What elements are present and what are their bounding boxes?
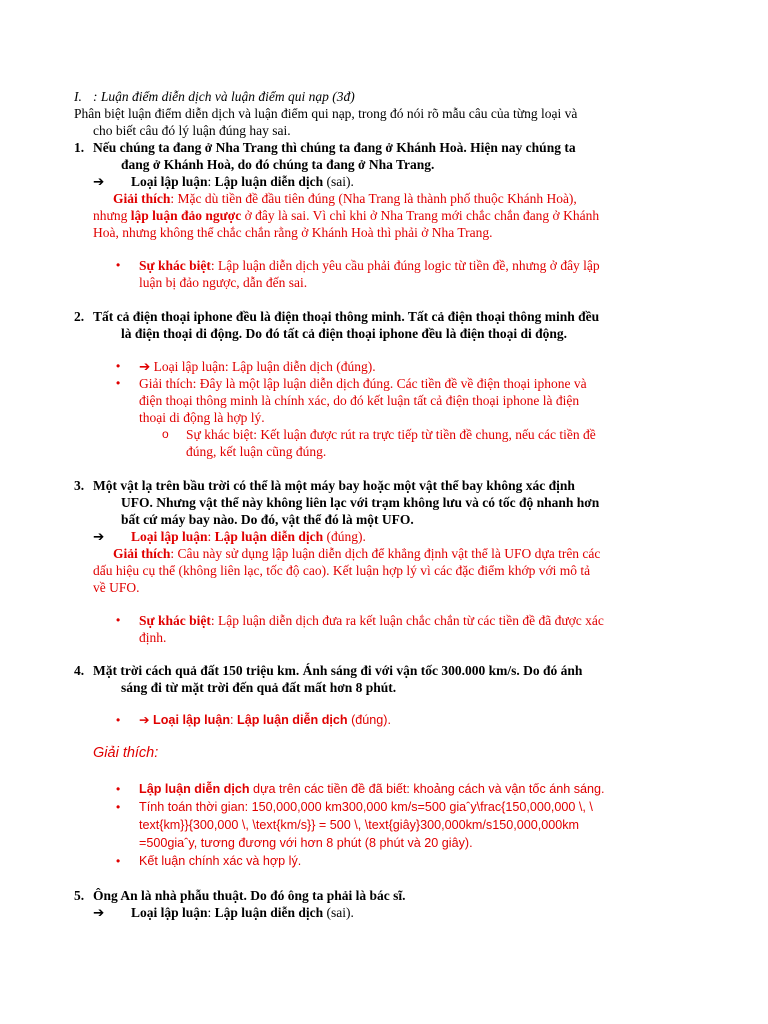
bullet-icon: • <box>116 782 121 796</box>
q2-line-2: là điện thoại di động. Do đó tất cả điện thoại iphone đều là điện thoại di động. <box>121 326 567 341</box>
arrow-icon: ➔ <box>93 905 105 920</box>
q1-diff-2: luận bị đảo ngược, dẫn đến sai. <box>139 275 308 290</box>
q3-line-3: bất cứ máy bay nào. Do đó, vật thể đó là một UFO. <box>121 512 414 527</box>
q4-bullet-1: Lập luận diễn dịch dựa trên các tiền đề đã biết: khoảng cách và vận tốc ánh sáng. <box>139 782 605 796</box>
q4-line-2: sáng đi từ mặt trời đến quả đất mất hơn 8 phút. <box>121 680 397 695</box>
section-number: I. <box>74 89 82 104</box>
q1-diff-1: Sự khác biệt: Lập luận diễn dịch yêu cầu phải đúng logic từ tiền đề, nhưng ở đây lập <box>139 258 600 273</box>
q1-line-1: Nếu chúng ta đang ở Nha Trang thì chúng ta đang ở Khánh Hoà. Hiện nay chúng ta <box>93 140 576 155</box>
arrow-icon: ➔ <box>93 174 105 189</box>
intro-line-2: cho biết câu đó lý luận đúng hay sai. <box>93 123 291 138</box>
q3-explain-2: dấu hiệu cụ thể (không liên lạc, tốc độ cao). Kết luận hợp lý vì các đặc điểm khớp với mô tả <box>93 563 591 578</box>
q2-bullet-2-line-3: thoại di động là hợp lý. <box>139 410 265 425</box>
q1-explain-3: Hoà, nhưng không thể chắc chắn rằng ở Khánh Hoà thì phải ở Nha Trang. <box>93 225 493 240</box>
q3-line-1: Một vật lạ trên bầu trời có thể là một máy bay hoặc một vật thể bay không xác định <box>93 478 575 493</box>
q3-type-line: Loại lập luận: Lập luận diễn dịch (đúng). <box>131 529 366 544</box>
q2-bullet-2-line-2: điện thoại thông minh là chính xác, do đó kết luận tất cả điện thoại iphone là điện <box>139 393 580 408</box>
sub-bullet-icon: o <box>162 427 169 441</box>
q3-diff-1: Sự khác biệt: Lập luận diễn dịch đưa ra kết luận chắc chắn từ các tiền đề đã được xác <box>139 613 604 628</box>
q1-explain-2: nhưng lập luận đảo ngược ở đây là sai. Vì chỉ khi ở Nha Trang mới chắc chắn đang ở Khánh <box>93 208 600 223</box>
q2-sub-2: đúng, kết luận cũng đúng. <box>186 444 327 459</box>
q1-line-2: đang ở Khánh Hoà, do đó chúng ta đang ở Nha Trang. <box>121 157 435 172</box>
q4-bullet-3: Kết luận chính xác và hợp lý. <box>139 854 302 868</box>
q2-sub-1: Sự khác biệt: Kết luận được rút ra trực tiếp từ tiền đề chung, nếu các tiền đề <box>186 427 596 442</box>
q4-bullet-2-line-1: Tính toán thời gian: 150,000,000 km300,000 km/s=500 giaˆy\frac{150,000,000 \, \ <box>139 800 593 814</box>
q1-type-line: Loại lập luận: Lập luận diễn dịch (sai). <box>131 174 354 189</box>
q5-number: 5. <box>74 888 85 903</box>
q5-line-1: Ông An là nhà phẫu thuật. Do đó ông ta phải là bác sĩ. <box>93 888 406 903</box>
q4-line-1: Mặt trời cách quả đất 150 triệu km. Ánh sáng đi với vận tốc 300.000 km/s. Do đó ánh <box>93 663 583 678</box>
q4-number: 4. <box>74 663 85 678</box>
arrow-icon: ➔ <box>93 529 105 544</box>
bullet-icon: • <box>116 854 121 868</box>
bullet-icon: • <box>116 258 121 272</box>
q1-explain-1: Giải thích: Mặc dù tiền đề đầu tiên đúng (Nha Trang là thành phố thuộc Khánh Hoà), <box>113 191 577 206</box>
q2-bullet-2-line-1: Giải thích: Đây là một lập luận diễn dịch đúng. Các tiền đề về điện thoại iphone và <box>139 376 587 391</box>
bullet-icon: • <box>116 613 121 627</box>
q4-type-line: ➔ Loại lập luận: Lập luận diễn dịch (đúng). <box>139 713 391 727</box>
q2-line-1: Tất cả điện thoại iphone đều là điện thoại thông minh. Tất cả điện thoại thông minh đều <box>93 309 600 324</box>
bullet-icon: • <box>116 359 121 373</box>
q3-diff-2: định. <box>139 630 167 645</box>
q1-number: 1. <box>74 140 85 155</box>
q3-number: 3. <box>74 478 85 493</box>
q5-type-line: Loại lập luận: Lập luận diễn dịch (sai). <box>131 905 354 920</box>
bullet-icon: • <box>116 376 121 390</box>
intro-line-1: Phân biệt luận điểm diễn dịch và luận điểm qui nạp, trong đó nói rõ mẫu câu của từng loại và <box>74 106 578 121</box>
q2-number: 2. <box>74 309 85 324</box>
q3-explain-3: về UFO. <box>93 580 140 595</box>
q3-explain-1: Giải thích: Câu này sử dụng lập luận diễn dịch để khẳng định vật thể là UFO dựa trên các <box>113 546 601 561</box>
q2-bullet-1: ➔ Loại lập luận: Lập luận diễn dịch (đúng). <box>139 359 376 374</box>
q4-bullet-2-line-2: text{km}}{300,000 \, \text{km/s}} = 500 \, \text{giây}300,000km/s150,000,000km <box>139 818 580 832</box>
q4-bullet-2-line-3: =500giaˆy, tương đương với hơn 8 phút (8 phút và 20 giây). <box>139 836 473 850</box>
q3-line-2: UFO. Nhưng vật thể này không liên lạc với trạm không lưu và có tốc độ nhanh hơn <box>121 495 600 510</box>
section-title: : Luận điểm diễn dịch và luận điểm qui nạp (3đ) <box>93 89 355 104</box>
bullet-icon: • <box>116 800 121 814</box>
q4-explain-heading: Giải thích: <box>93 745 159 761</box>
bullet-icon: • <box>116 713 121 727</box>
